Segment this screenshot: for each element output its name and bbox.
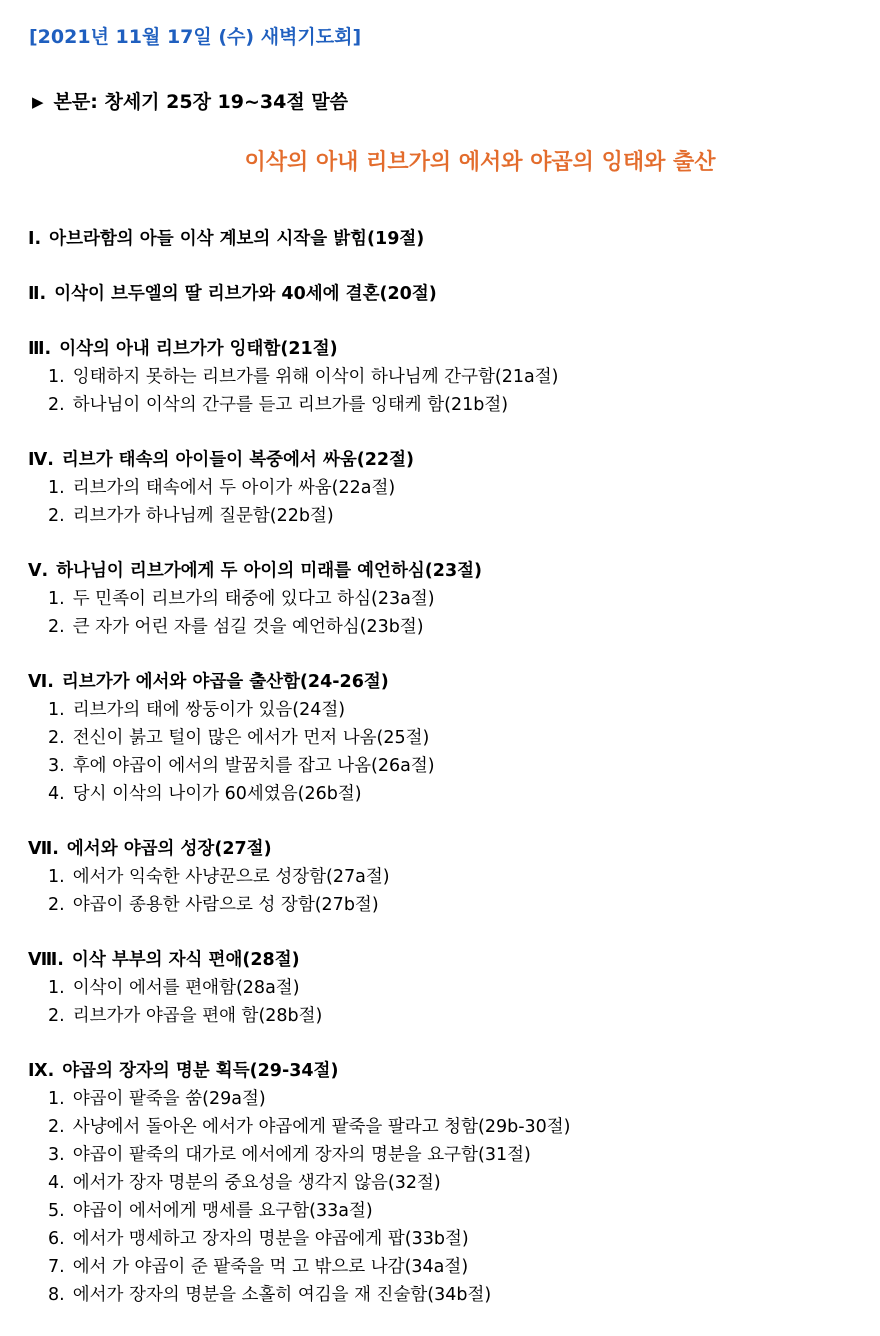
list-item (28, 974, 868, 1002)
section-roman-numeral: Ⅲ. (28, 339, 52, 359)
list-item-text: 에서가 장자 명분의 중요성을 생각지 않음(32절) (72, 1173, 441, 1193)
section-roman-numeral: Ⅴ. (28, 561, 49, 581)
section-heading-text: 리브가가 에서와 야곱을 출산함(24-26절) (61, 672, 389, 692)
section-heading-text: 리브가 태속의 아이들이 복중에서 싸움(22절) (61, 450, 414, 470)
service-date-header: [2021년 11월 17일 (수) 새벽기도회] (29, 26, 362, 48)
section-heading (28, 225, 868, 253)
list-item-number: 5. (48, 1201, 65, 1221)
section-item-list (28, 1085, 868, 1309)
list-item-text: 야곱이 에서에게 맹세를 요구함(33a절) (72, 1201, 373, 1221)
list-item-text: 에서 가 야곱이 준 팥죽을 먹 고 밖으로 나감(34a절) (72, 1257, 469, 1277)
section-heading (28, 280, 868, 308)
list-item-text: 사냥에서 돌아온 에서가 야곱에게 팥죽을 팔라고 청함(29b-30절) (72, 1117, 571, 1137)
list-item-number: 1. (48, 478, 65, 498)
list-item (28, 1085, 868, 1113)
list-item (28, 1169, 868, 1197)
list-item (28, 502, 868, 530)
section-heading-text: 이삭이 브두엘의 딸 리브가와 40세에 결혼(20절) (54, 284, 437, 304)
section-heading (28, 1057, 868, 1085)
outline-section (28, 280, 868, 308)
list-item-number: 3. (48, 756, 65, 776)
list-item-number: 2. (48, 506, 65, 526)
list-item-number: 1. (48, 1089, 65, 1109)
list-item (28, 391, 868, 419)
list-item-number: 2. (48, 617, 65, 637)
sermon-title: 이삭의 아내 리브가의 에서와 야곱의 잉태와 출산 (244, 150, 716, 175)
section-heading-text: 이삭의 아내 리브가가 잉태함(21절) (59, 339, 338, 359)
list-item (28, 1197, 868, 1225)
list-item (28, 780, 868, 808)
outline-section (28, 668, 868, 808)
list-item-text: 리브가가 하나님께 질문함(22b절) (72, 506, 334, 526)
list-item-text: 큰 자가 어린 자를 섬길 것을 예언하심(23b절) (72, 617, 424, 637)
list-item-number: 1. (48, 867, 65, 887)
list-item (28, 1253, 868, 1281)
section-heading (28, 946, 868, 974)
section-roman-numeral: Ⅵ. (28, 672, 54, 692)
list-item-number: 1. (48, 367, 65, 387)
list-item-number: 1. (48, 589, 65, 609)
outline-section (28, 557, 868, 641)
list-item (28, 1141, 868, 1169)
list-item (28, 1002, 868, 1030)
list-item-text: 에서가 맹세하고 장자의 명분을 야곱에게 팝(33b절) (72, 1229, 469, 1249)
list-item (28, 752, 868, 780)
list-item-number: 3. (48, 1145, 65, 1165)
section-heading-text: 아브라함의 아들 이삭 계보의 시작을 밝힘(19절) (49, 229, 425, 249)
list-item (28, 696, 868, 724)
list-item-text: 이삭이 에서를 편애함(28a절) (72, 978, 300, 998)
list-item (28, 363, 868, 391)
triangle-bullet-icon: ▶ (32, 93, 44, 111)
outline-section (28, 335, 868, 419)
section-roman-numeral: Ⅸ. (28, 1061, 55, 1081)
outline-list (28, 225, 868, 1336)
list-item (28, 613, 868, 641)
section-item-list (28, 696, 868, 808)
list-item-number: 7. (48, 1257, 65, 1277)
section-heading (28, 668, 868, 696)
section-heading-text: 에서와 야곱의 성장(27절) (66, 839, 272, 859)
list-item-text: 에서가 익숙한 사냥꾼으로 성장함(27a절) (72, 867, 390, 887)
list-item-text: 후에 야곱이 에서의 발꿈치를 잡고 나옴(26a절) (72, 756, 435, 776)
list-item-text: 리브가가 야곱을 편애 함(28b절) (72, 1006, 323, 1026)
list-item-text: 야곱이 종용한 사람으로 성 장함(27b절) (72, 895, 379, 915)
section-heading-text: 하나님이 리브가에게 두 아이의 미래를 예언하심(23절) (56, 561, 483, 581)
list-item-text: 잉태하지 못하는 리브가를 위해 이삭이 하나님께 간구함(21a절) (72, 367, 559, 387)
list-item (28, 863, 868, 891)
outline-section (28, 946, 868, 1030)
list-item-number: 2. (48, 1117, 65, 1137)
list-item (28, 1225, 868, 1253)
section-roman-numeral: Ⅶ. (28, 839, 59, 859)
section-heading-text: 야곱의 장자의 명분 획득(29-34절) (62, 1061, 339, 1081)
list-item-text: 전신이 붉고 털이 많은 에서가 먼저 나옴(25절) (72, 728, 430, 748)
outline-section (28, 225, 868, 253)
list-item (28, 1281, 868, 1309)
scripture-text: 본문: 창세기 25장 19~34절 말씀 (53, 91, 349, 113)
list-item-text: 리브가의 태에 쌍둥이가 있음(24절) (72, 700, 346, 720)
section-item-list (28, 863, 868, 919)
list-item (28, 585, 868, 613)
list-item-number: 2. (48, 895, 65, 915)
list-item (28, 891, 868, 919)
list-item-number: 4. (48, 1173, 65, 1193)
section-heading (28, 446, 868, 474)
list-item-number: 2. (48, 728, 65, 748)
outline-section (28, 446, 868, 530)
list-item-number: 1. (48, 978, 65, 998)
section-heading (28, 835, 868, 863)
list-item-number: 2. (48, 1006, 65, 1026)
list-item-number: 6. (48, 1229, 65, 1249)
section-heading (28, 335, 868, 363)
section-roman-numeral: Ⅱ. (28, 284, 47, 304)
section-roman-numeral: Ⅳ. (28, 450, 54, 470)
list-item (28, 724, 868, 752)
section-roman-numeral: Ⅷ. (28, 950, 64, 970)
section-item-list (28, 474, 868, 530)
list-item-text: 당시 이삭의 나이가 60세였음(26b절) (72, 784, 362, 804)
list-item (28, 1113, 868, 1141)
outline-section (28, 1057, 868, 1309)
list-item-text: 에서가 장자의 명분을 소홀히 여김을 재 진술함(34b절) (72, 1285, 492, 1305)
list-item-text: 리브가의 태속에서 두 아이가 싸움(22a절) (72, 478, 396, 498)
section-roman-numeral: Ⅰ. (28, 229, 42, 249)
list-item-text: 하나님이 이삭의 간구를 듣고 리브가를 잉태케 함(21b절) (72, 395, 509, 415)
list-item-text: 야곱이 팥죽의 대가로 에서에게 장자의 명분을 요구함(31절) (72, 1145, 531, 1165)
section-item-list (28, 585, 868, 641)
list-item-number: 8. (48, 1285, 65, 1305)
list-item-text: 야곱이 팥죽을 쑴(29a절) (72, 1089, 266, 1109)
list-item-number: 1. (48, 700, 65, 720)
list-item-text: 두 민족이 리브가의 태중에 있다고 하심(23a절) (72, 589, 435, 609)
list-item (28, 474, 868, 502)
section-item-list (28, 974, 868, 1030)
list-item-number: 2. (48, 395, 65, 415)
list-item-number: 4. (48, 784, 65, 804)
section-heading (28, 557, 868, 585)
section-heading-text: 이삭 부부의 자식 편애(28절) (71, 950, 300, 970)
outline-section (28, 835, 868, 919)
section-item-list (28, 363, 868, 419)
scripture-reference (32, 87, 348, 114)
